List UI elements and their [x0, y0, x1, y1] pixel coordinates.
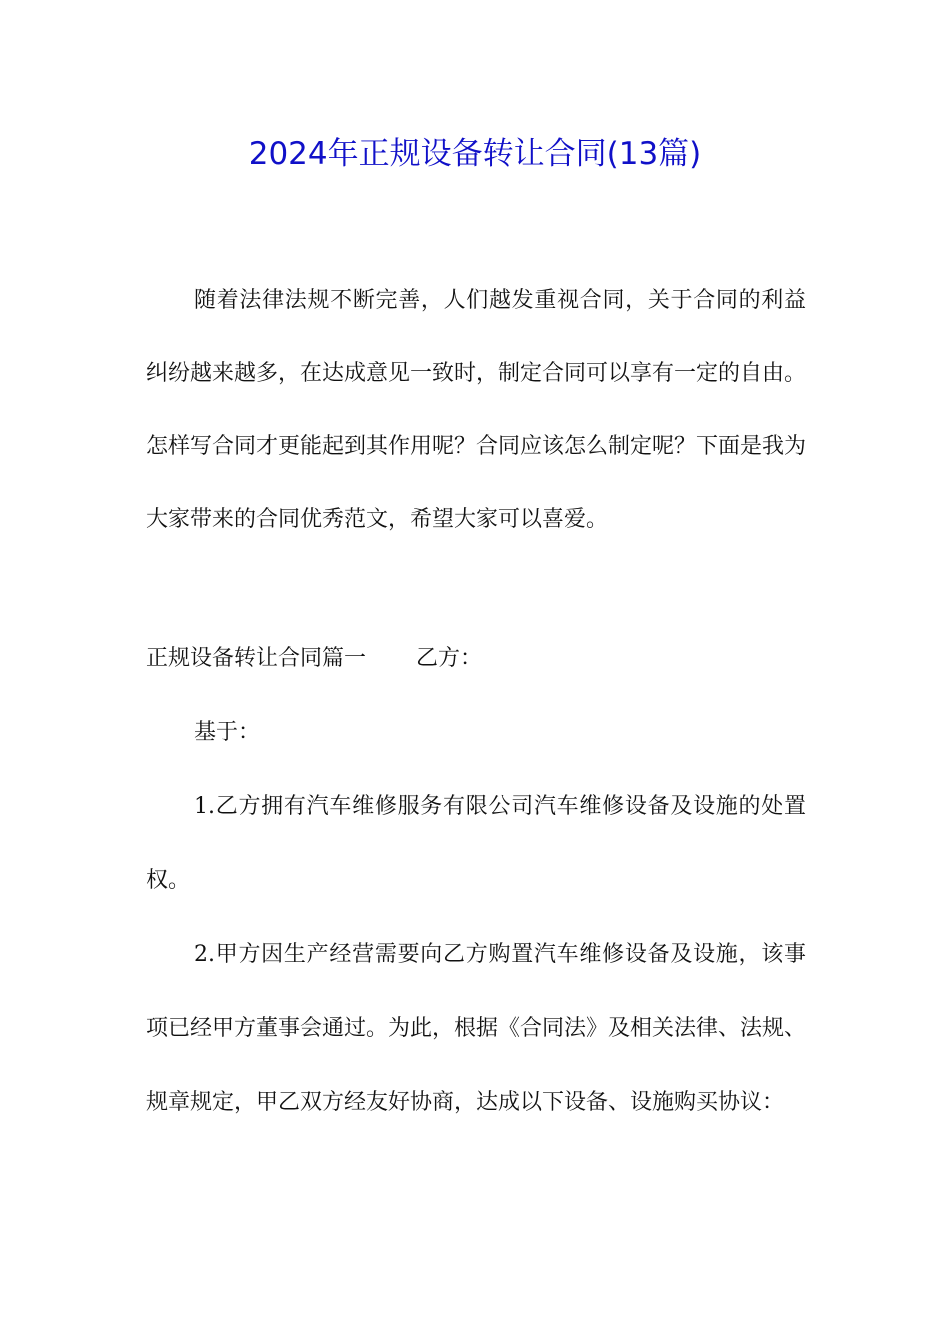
clause-1-paragraph: 1.乙方拥有汽车维修服务有限公司汽车维修设备及设施的处置权。	[146, 794, 806, 893]
clause-2-paragraph: 2.甲方因生产经营需要向乙方购置汽车维修设备及设施，该事项已经甲方董事会通过。为此，根据《合同法》及相关法律、法规、规章规定，甲乙双方经友好协商，达成以下设备、设施购买协议：	[146, 942, 807, 1115]
section-heading-line	[146, 639, 806, 679]
party-b-label: 乙方：	[416, 646, 483, 671]
basis-label: 基于：	[194, 720, 261, 745]
intro-paragraph: 随着法律法规不断完善，人们越发重视合同，关于合同的利益纠纷越来越多，在达成意见一致时，制定合同可以享有一定的自由。怎样写合同才更能起到其作用呢？合同应该怎么制定呢？下面是我为大家带来的合同优秀范文，希望大家可以喜爱。	[146, 288, 807, 532]
section-heading: 正规设备转让合同篇一	[146, 646, 367, 671]
document-title: 2024年正规设备转让合同(13篇)	[248, 136, 702, 172]
